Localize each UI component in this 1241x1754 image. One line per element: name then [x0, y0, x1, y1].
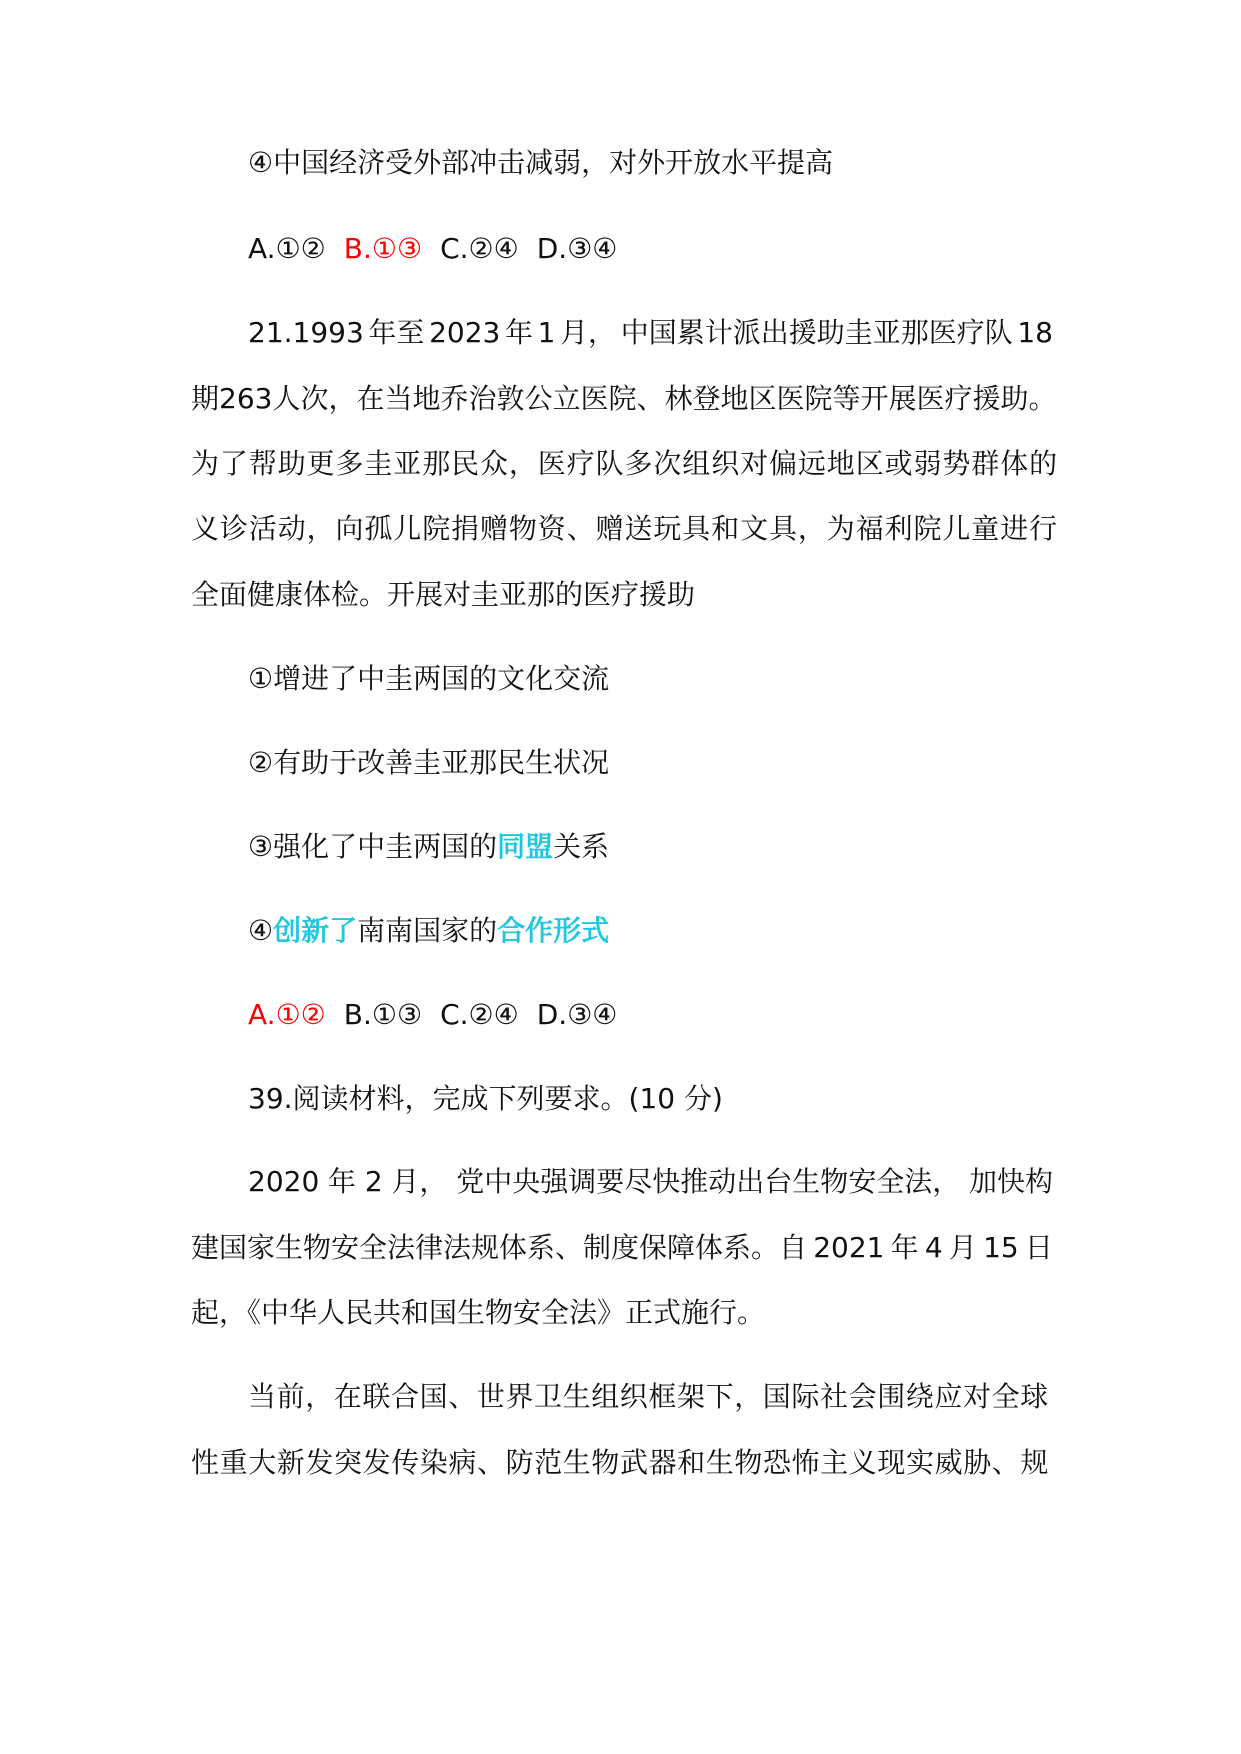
q21-option-d: D.③④: [536, 998, 618, 1031]
q21-stem-line-3: [191, 447, 1059, 481]
q21-stem-text: 义诊活动，向孤儿院捐赠物资、赠送玩具和文具，为福利院儿童进行: [191, 512, 1059, 545]
q21-stem-line-2: [191, 382, 1057, 416]
q21-stem-line-1: [248, 316, 1053, 350]
q39-paragraph-2-line-1: [248, 1380, 1053, 1414]
q39-paragraph-2-line-2: [191, 1446, 1053, 1480]
q21-choice-4-highlight: 合作形式: [497, 914, 610, 947]
q21-choice-3-text: 关系: [553, 830, 610, 863]
q39-text: 2020: [248, 1165, 320, 1198]
q21-stem-text: 18: [1017, 316, 1053, 349]
q21-option-a-answer: A.①②: [248, 998, 326, 1031]
q21-stem-text: 月，: [560, 316, 617, 349]
q20-options: [248, 232, 635, 266]
q39-text: 党中央强调要尽快推动出台生物安全法，: [456, 1165, 961, 1198]
q21-choice-3: [248, 830, 609, 864]
q39-text: 15: [983, 1231, 1019, 1264]
q21-option-c: C.②④: [440, 998, 519, 1031]
q20-option-c: C.②④: [440, 232, 519, 265]
q39-paragraph-1-line-3: 起，《中华人民共和国生物安全法》正式施行。: [191, 1296, 766, 1329]
q39-text: 性重大新发突发传染病、防范生物武器和生物恐怖主义现实威胁、规: [191, 1446, 1050, 1479]
q39-heading: 39.阅读材料，完成下列要求。(10 分): [248, 1082, 723, 1115]
q21-stem-text: 年: [504, 316, 533, 349]
q39-text: 建国家生物安全法律法规体系、制度保障体系。自: [191, 1231, 808, 1264]
q21-stem-line-4: [191, 512, 1059, 546]
q39-text: 当前，在联合国、世界卫生组织框架下，国际社会围绕应对全球: [248, 1380, 1049, 1413]
q21-choice-1: ①增进了中圭两国的文化交流: [248, 662, 610, 695]
q21-stem-text: 中国累计派出援助圭亚那医疗队: [620, 316, 1013, 349]
q21-stem-text: 21.1993: [248, 316, 364, 349]
q20-option-b-answer: B.①③: [343, 232, 423, 265]
q39-text: 2021: [813, 1231, 885, 1264]
q21-stem-text: 263: [219, 382, 273, 415]
q39-text: 4: [924, 1231, 943, 1264]
q20-option-a: A.①②: [248, 232, 326, 265]
q21-stem-text: 为了帮助更多圭亚那民众，医疗队多次组织对偏远地区或弱势群体的: [191, 447, 1059, 480]
q21-choice-4-text: 南南国家的: [357, 914, 498, 947]
q39-text: 年: [890, 1231, 919, 1264]
q21-stem-text: 年至: [368, 316, 425, 349]
q21-choice-4-highlight: 创新了: [273, 914, 358, 947]
q21-stem-text: 人次，在当地乔治敦公立医院、林登地区医院等开展医疗援助。: [272, 382, 1057, 415]
q20-option-d: D.③④: [536, 232, 618, 265]
q21-choice-3-highlight: 同盟: [497, 830, 554, 863]
q21-option-b: B.①③: [343, 998, 423, 1031]
q39-text: 月，: [391, 1165, 448, 1198]
q20-choice-4: ④中国经济受外部冲击减弱，对外开放水平提高: [248, 146, 834, 179]
q21-stem-line-5: 全面健康体检。开展对圭亚那的医疗援助: [191, 578, 696, 611]
q21-stem-text: 2023: [429, 316, 501, 349]
q39-paragraph-1-line-1: [248, 1165, 1053, 1199]
q39-text: 加快构: [968, 1165, 1053, 1198]
q21-choice-3-text: ③强化了中圭两国的: [248, 830, 498, 863]
q21-choice-4: [248, 914, 609, 948]
q21-choice-4-number: ④: [248, 914, 274, 947]
q39-text: 2: [364, 1165, 383, 1198]
q39-text: 日: [1024, 1231, 1053, 1264]
q21-stem-text: 期: [191, 382, 220, 415]
q21-options: [248, 998, 635, 1032]
q39-paragraph-1-line-2: [191, 1231, 1053, 1265]
q39-text: 月: [948, 1231, 977, 1264]
q21-choice-2: ②有助于改善圭亚那民生状况: [248, 746, 610, 779]
q39-text: 年: [328, 1165, 357, 1198]
q21-stem-text: 1: [537, 316, 556, 349]
